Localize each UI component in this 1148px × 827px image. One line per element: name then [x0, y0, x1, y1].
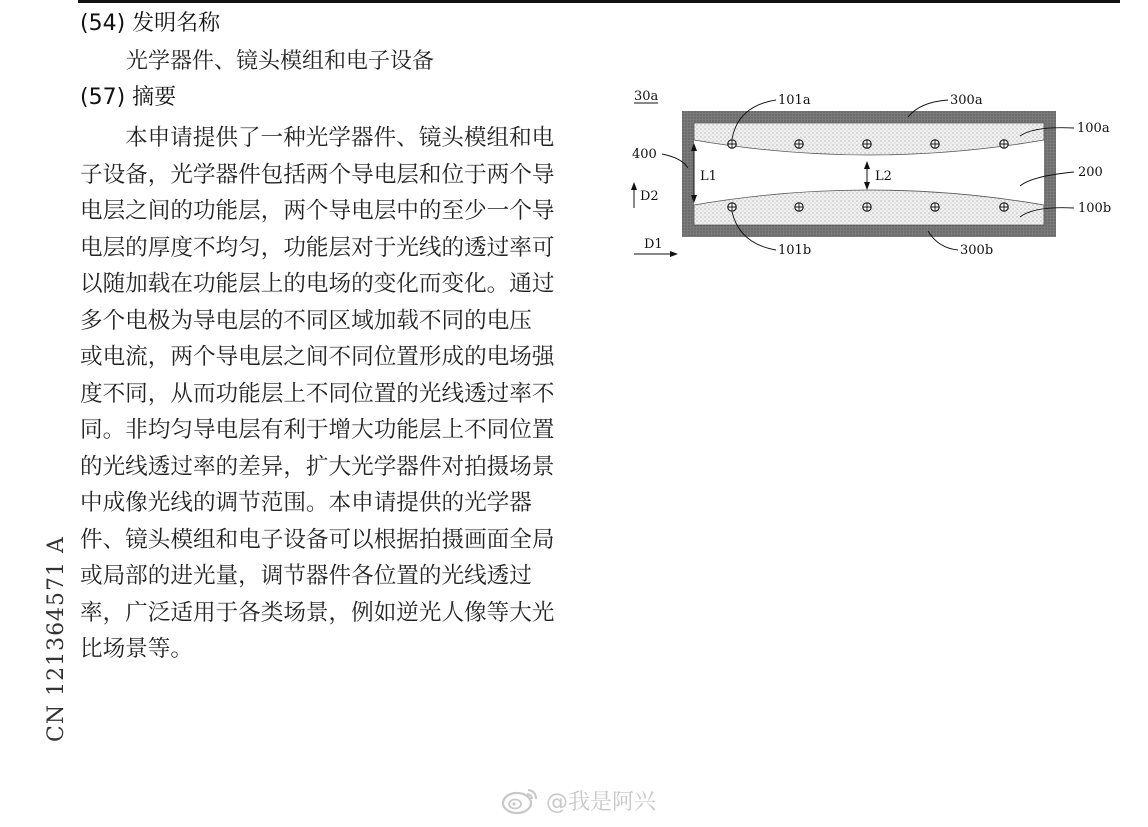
bottom-substrate-300b — [694, 225, 1044, 237]
patent-figure — [628, 84, 1128, 274]
abstract-line: 中成像光线的调节范围。本申请提供的光学器 — [80, 490, 532, 516]
abstract-line: 电层的厚度不均匀，功能层对于光线的透过率可 — [80, 234, 555, 261]
abstract-line: 多个电极为导电层的不同区域加载不同的电压 — [80, 307, 532, 334]
abstract-line: 的光线透过率的差异，扩大光学器件对拍摄场景 — [80, 453, 555, 480]
weibo-logo-icon — [500, 784, 540, 816]
title-field-heading: (54) 发明名称 — [80, 11, 221, 36]
abstract-text — [80, 120, 580, 668]
abstract-line: 比场景等。 — [80, 636, 193, 662]
abstract-line: 同。非均匀导电层有利于增大功能层上不同位置 — [80, 417, 555, 443]
figure-label-30a: 30a — [634, 89, 659, 104]
label-101a: 101a — [778, 93, 811, 108]
figure-drawing — [628, 84, 1128, 274]
watermark — [500, 782, 656, 818]
label-300b: 300b — [960, 243, 994, 258]
abstract-line: 或电流，两个导电层之间不同位置形成的电场强 — [80, 344, 555, 370]
abstract-field-heading: (57) 摘要 — [80, 85, 177, 110]
label-L1: L1 — [700, 169, 717, 184]
label-D1: D1 — [644, 237, 663, 252]
label-D2: D2 — [640, 189, 659, 204]
abstract-line: 或局部的进光量，调节器件各位置的光线透过 — [80, 563, 532, 589]
label-101b: 101b — [778, 243, 812, 258]
abstract-line: 率，广泛适用于各类场景，例如逆光人像等大光 — [80, 599, 555, 626]
abstract-line: 电层之间的功能层，两个导电层中的至少一个导 — [80, 198, 555, 224]
invention-title: 光学器件、镜头模组和电子设备 — [126, 49, 435, 74]
abstract-line: 度不同，从而功能层上不同位置的光线透过率不 — [80, 380, 555, 407]
label-100b: 100b — [1078, 201, 1112, 216]
abstract-line: 件、镜头模组和电子设备可以根据拍摄画面全局 — [80, 526, 555, 553]
left-side-wall — [682, 111, 694, 237]
abstract-line: 以随加载在功能层上的电场的变化而变化。通过 — [80, 271, 555, 297]
watermark-text: @我是阿兴 — [546, 789, 657, 815]
label-100a: 100a — [1077, 121, 1110, 136]
label-300a: 300a — [950, 93, 983, 108]
label-400: 400 — [632, 147, 657, 162]
right-side-wall — [1044, 111, 1056, 237]
label-L2: L2 — [875, 169, 892, 184]
abstract-line: 本申请提供了一种光学器件、镜头模组和电 — [125, 125, 555, 151]
publication-number: CN 121364571 A — [44, 536, 69, 742]
abstract-line: 子设备，光学器件包括两个导电层和位于两个导 — [80, 161, 555, 188]
top-rule — [78, 0, 1120, 3]
label-200: 200 — [1078, 165, 1103, 180]
